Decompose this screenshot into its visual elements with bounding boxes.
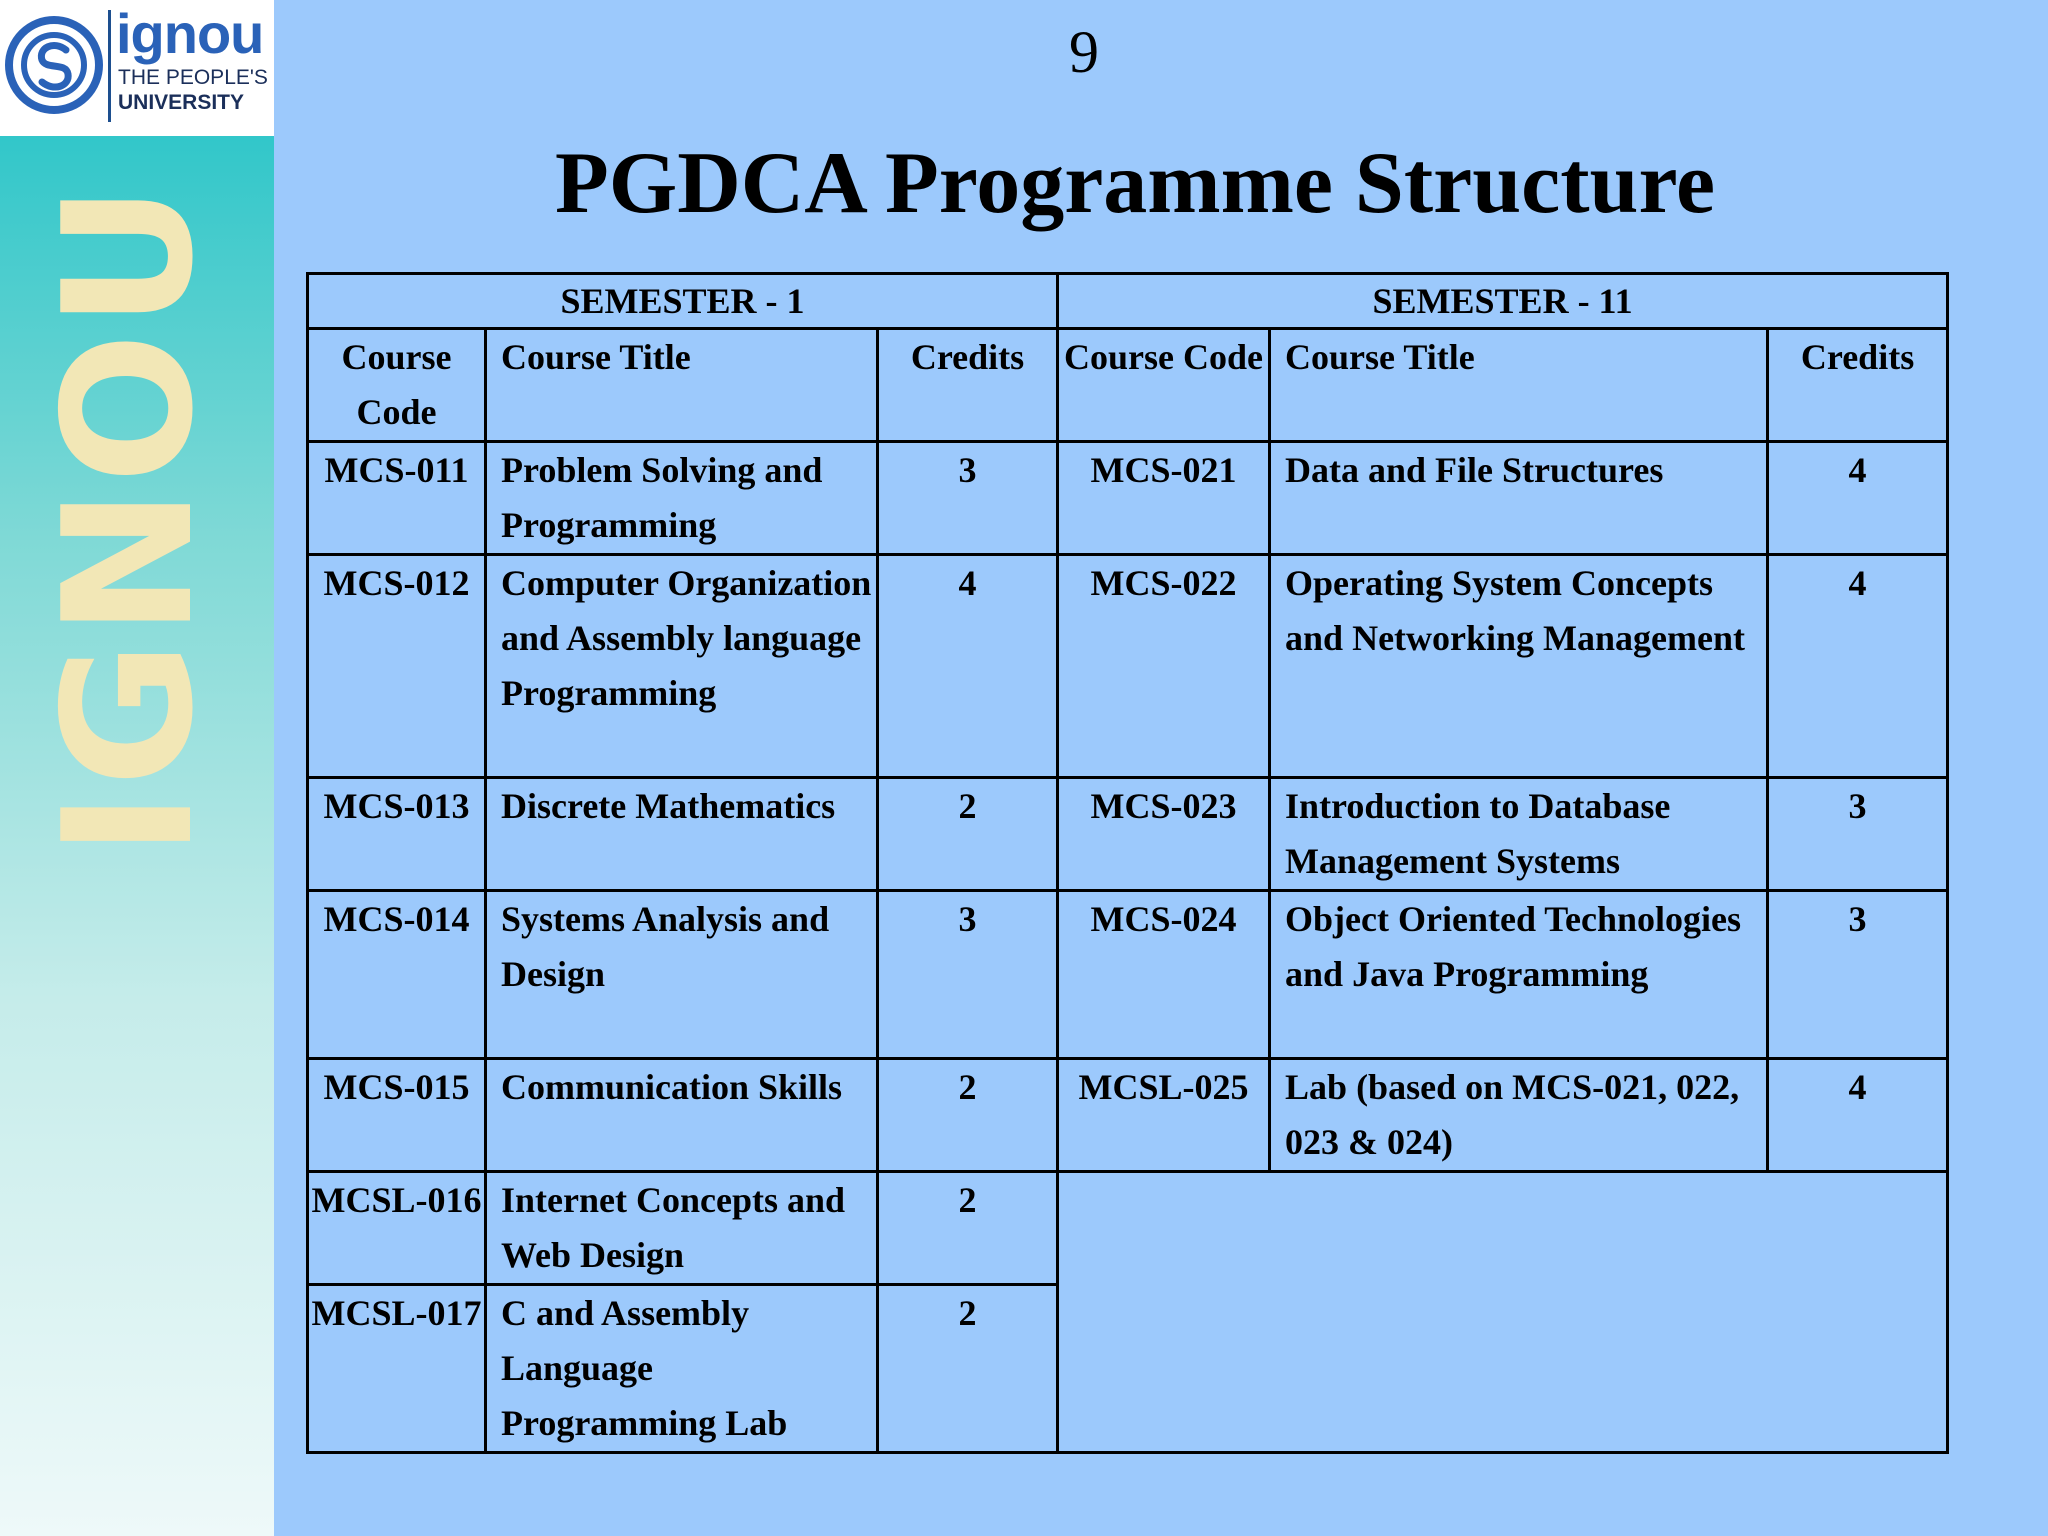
sem1-course-code: MCS-011 <box>308 442 486 555</box>
sem1-col-credits: Credits <box>878 329 1058 442</box>
semester-1-header: SEMESTER - 1 <box>308 274 1058 329</box>
sem1-course-title: Problem Solving and Programming <box>486 442 878 555</box>
sem1-course-code: MCS-013 <box>308 778 486 891</box>
sem1-col-course-title: Course Title <box>486 329 878 442</box>
sem2-course-credits: 3 <box>1768 891 1948 1059</box>
sem1-course-code: MCS-012 <box>308 555 486 778</box>
sem2-col-course-code: Course Code <box>1058 329 1270 442</box>
semester-2-header: SEMESTER - 11 <box>1058 274 1948 329</box>
sem1-course-credits: 2 <box>878 1285 1058 1453</box>
slide-title: PGDCA Programme Structure <box>554 135 1716 232</box>
programme-structure-table <box>306 272 1949 1454</box>
table-row <box>308 891 1948 1059</box>
sem2-course-credits: 4 <box>1768 1059 1948 1172</box>
sem2-course-code: MCS-022 <box>1058 555 1270 778</box>
table-row <box>308 778 1948 891</box>
sem2-col-credits: Credits <box>1768 329 1948 442</box>
logo-divider <box>108 10 111 122</box>
sem1-course-title: Communication Skills <box>486 1059 878 1172</box>
sem2-course-credits: 3 <box>1768 778 1948 891</box>
ignou-logo <box>0 0 274 136</box>
sidebar-band <box>0 0 274 1536</box>
sem1-course-code: MCS-015 <box>308 1059 486 1172</box>
sem1-course-title: Computer Organization and Assembly language Programming <box>486 555 878 778</box>
sem2-course-credits: 4 <box>1768 555 1948 778</box>
sem1-course-code: MCS-014 <box>308 891 486 1059</box>
empty-merged-cell <box>1058 1172 1948 1453</box>
sem1-course-credits: 3 <box>878 891 1058 1059</box>
sem2-course-title: Data and File Structures <box>1270 442 1768 555</box>
sem1-course-credits: 2 <box>878 1172 1058 1285</box>
sem1-course-code: MCSL-016 <box>308 1172 486 1285</box>
sem1-course-code: MCSL-017 <box>308 1285 486 1453</box>
table-row <box>308 555 1948 778</box>
sem1-course-title: Internet Concepts and Web Design <box>486 1172 878 1285</box>
logo-tagline-line-2: UNIVERSITY <box>118 91 245 114</box>
vertical-ignou-text: IGNOU <box>25 180 232 858</box>
sem2-course-code: MCS-024 <box>1058 891 1270 1059</box>
sem2-col-course-title: Course Title <box>1270 329 1768 442</box>
sem1-course-credits: 4 <box>878 555 1058 778</box>
sem1-course-title: Discrete Mathematics <box>486 778 878 891</box>
sem2-course-title: Operating System Concepts and Networking Management <box>1270 555 1768 778</box>
table-row <box>308 1172 1948 1285</box>
slide-number: 9 <box>1069 19 1099 85</box>
sem1-course-credits: 2 <box>878 1059 1058 1172</box>
sem2-course-title: Object Oriented Technologies and Java Programming <box>1270 891 1768 1059</box>
sem2-course-code: MCS-023 <box>1058 778 1270 891</box>
sem1-col-course-code: Course Code <box>308 329 486 442</box>
sem2-course-code: MCS-021 <box>1058 442 1270 555</box>
column-header-row <box>308 329 1948 442</box>
logo-tagline-line-1: THE PEOPLE'S <box>118 66 268 89</box>
table-row <box>308 1059 1948 1172</box>
logo-wordmark: ignou <box>116 2 264 65</box>
sem1-course-credits: 2 <box>878 778 1058 891</box>
sem2-course-title: Lab (based on MCS-021, 022, 023 & 024) <box>1270 1059 1768 1172</box>
sem2-course-title: Introduction to Database Management Systems <box>1270 778 1768 891</box>
semester-header-row <box>308 274 1948 329</box>
table-row <box>308 442 1948 555</box>
ignou-emblem-icon <box>4 12 104 118</box>
sem1-course-title: C and Assembly Language Programming Lab <box>486 1285 878 1453</box>
sem2-course-credits: 4 <box>1768 442 1948 555</box>
sem1-course-credits: 3 <box>878 442 1058 555</box>
sem1-course-title: Systems Analysis and Design <box>486 891 878 1059</box>
sem2-course-code: MCSL-025 <box>1058 1059 1270 1172</box>
